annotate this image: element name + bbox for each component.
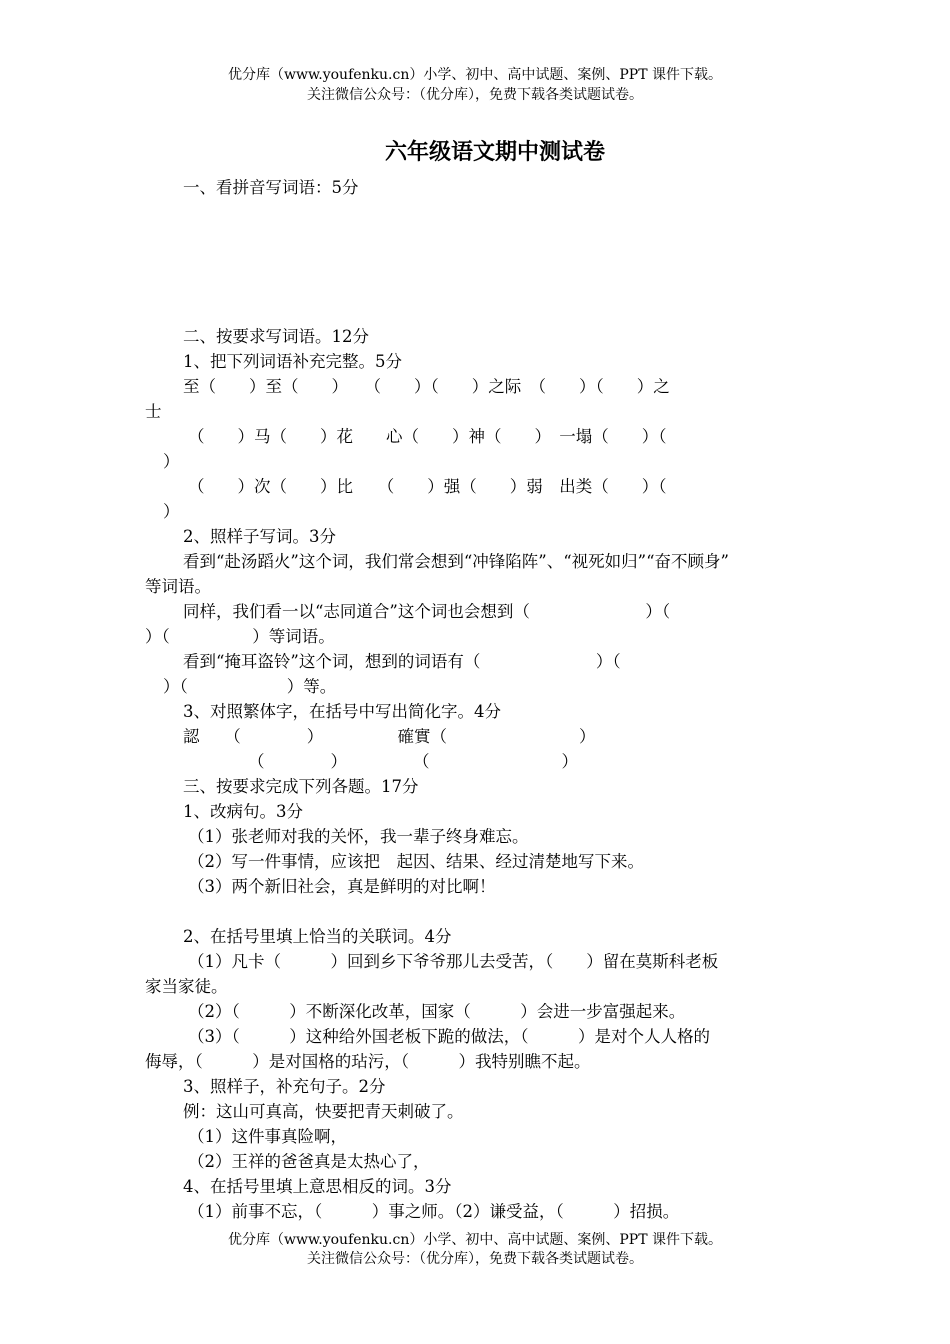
question-3-2: 2、在括号里填上恰当的关联词。4分 [183, 927, 452, 946]
example-sentence: 例：这山可真高，快要把青天刺破了。 [183, 1102, 464, 1121]
example-line-cont: 等词语。 [145, 577, 211, 596]
idiom-row-2-cont: ） [163, 452, 180, 471]
footer-line-2: 关注微信公众号：（优分库），免费下载各类试题试卷。 [307, 1251, 643, 1267]
prompt-line-2-cont: ）（ ）等。 [163, 677, 337, 696]
question-3-1: 1、改病句。3分 [183, 802, 303, 821]
section-1-heading: 一、看拼音写词语：5分 [183, 178, 359, 197]
antonym-line: （1）前事不忘，（ ）事之师。（2）谦受益，（ ）招损。 [188, 1202, 680, 1221]
prompt-line-1-cont: ）（ ）等词语。 [145, 627, 335, 646]
conjunction-1-cont: 家当家徒。 [145, 977, 228, 996]
idiom-row-3: （ ）次（ ）比 （ ）强（ ）弱 出类（ ）（ [188, 477, 667, 496]
idiom-row-2: （ ）马（ ）花 心（ ）神（ ） 一塌（ ）（ [188, 427, 667, 446]
traditional-chars-row-2: （ ） （ ） [248, 752, 578, 771]
sentence-3: （3）两个新旧社会，真是鲜明的对比啊！ [188, 877, 496, 896]
question-3-4: 4、在括号里填上意思相反的词。3分 [183, 1177, 452, 1196]
question-2-3: 3、对照繁体字，在括号中写出简化字。4分 [183, 702, 501, 721]
sentence-2: （2）写一件事情，应该把 起因、结果、经过清楚地写下来。 [188, 852, 644, 871]
section-3-heading: 三、按要求完成下列各题。17分 [183, 777, 419, 796]
question-3-3: 3、照样子，补充句子。2分 [183, 1077, 386, 1096]
prompt-line-2: 看到“掩耳盗铃”这个词，想到的词语有（ ）（ [183, 652, 621, 671]
footer-line-1: 优分库（www.youfenku.cn）小学、初中、高中试题、案例、PPT 课件下载。 [227, 1232, 722, 1248]
question-2-1: 1、把下列词语补充完整。5分 [183, 352, 402, 371]
fill-sentence-2: （2）王祥的爸爸真是太热心了， [188, 1152, 430, 1171]
idiom-row-3-cont: ） [163, 502, 180, 521]
conjunction-3-cont: 侮辱，（ ）是对国格的玷污，（ ）我特别瞧不起。 [145, 1052, 591, 1071]
header-line-2: 关注微信公众号：（优分库），免费下载各类试题试卷。 [307, 87, 643, 103]
traditional-chars-row: 認 （ ） 確實（ ） [183, 727, 596, 746]
fill-sentence-1: （1）这件事真险啊， [188, 1127, 347, 1146]
example-line: 看到“赴汤蹈火”这个词，我们常会想到“冲锋陷阵”、“视死如归”“奋不顾身” [183, 552, 729, 571]
conjunction-2: （2）（ ）不断深化改革，国家（ ）会进一步富强起来。 [188, 1002, 686, 1021]
prompt-line-1: 同样，我们看一以“志同道合”这个词也会想到（ ）（ [183, 602, 671, 621]
idiom-row-1: 至（ ）至（ ） （ ）（ ）之际 （ ）（ ）之 [183, 377, 670, 396]
sentence-1: （1）张老师对我的关怀，我一辈子终身难忘。 [188, 827, 529, 846]
conjunction-3: （3）（ ）这种给外国老板下跪的做法，（ ）是对个人人格的 [188, 1027, 710, 1046]
conjunction-1: （1）凡卡（ ）回到乡下爷爷那儿去受苦，（ ）留在莫斯科老板 [188, 952, 719, 971]
page-title: 六年级语文期中测试卷 [384, 140, 605, 165]
section-2-heading: 二、按要求写词语。12分 [183, 327, 369, 346]
header-line-1: 优分库（www.youfenku.cn）小学、初中、高中试题、案例、PPT 课件下载。 [227, 67, 722, 83]
question-2-2: 2、照样子写词。3分 [183, 527, 336, 546]
idiom-row-1-cont: 士 [145, 402, 162, 421]
